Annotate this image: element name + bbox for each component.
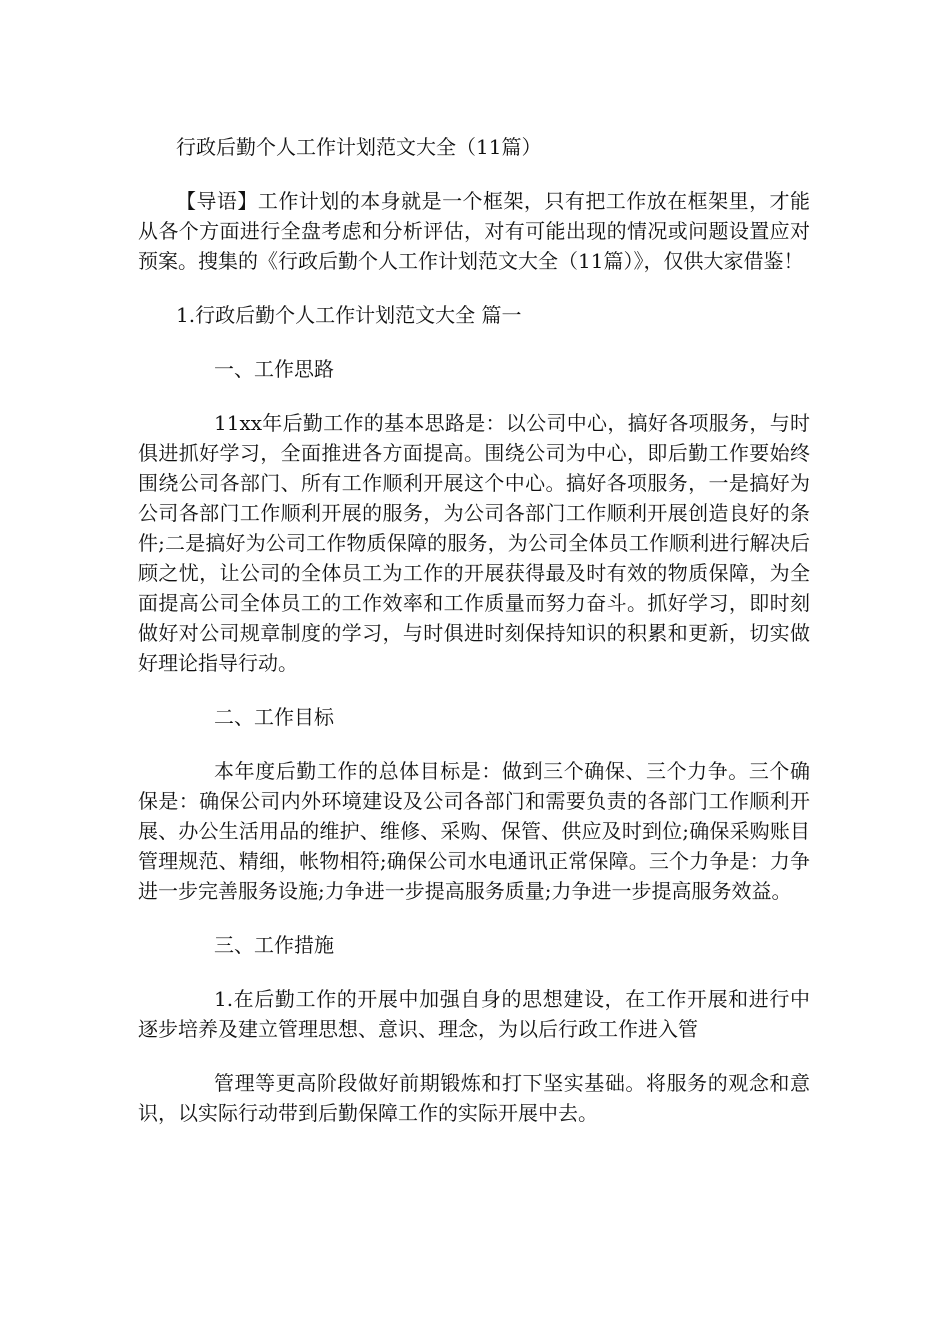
work-goals-paragraph: 本年度后勤工作的总体目标是：做到三个确保、三个力争。三个确保是：确保公司内外环境建设及公司各部门和需要负责的各部门工作顺利开展、办公生活用品的维护、维修、采购、保管、供应及时到位;确保采购账目管理规范、精细，帐物相符;确保公司水电通讯正常保障。三个力争是：力争进一步完善服务设施;力争进一步提高服务质量;力争进一步提高服务效益。 bbox=[138, 759, 810, 903]
section-title: 1.行政后勤个人工作计划范文大全 篇一 bbox=[176, 303, 522, 327]
work-ideas-paragraph: 11xx年后勤工作的基本思路是：以公司中心，搞好各项服务，与时俱进抓好学习，全面推进各方面提高。围绕公司为中心，即后勤工作要始终围绕公司各部门、所有工作顺利开展这个中心。搞好各项服务，一是搞好为公司各部门工作顺利开展的服务，为公司各部门工作顺利开展创造良好的条件;二是搞好为公司工作物质保障的服务，为公司全体员工作顺利进行解决后顾之忧，让公司的全体员工为工作的开展获得最及时有效的物质保障，为全面提高公司全体员工的工作效率和工作质量而努力奋斗。抓好学习，即时刻做好对公司规章制度的学习，与时俱进时刻保持知识的积累和更新，切实做好理论指导行动。 bbox=[138, 411, 810, 675]
intro-paragraph: 【导语】工作计划的本身就是一个框架，只有把工作放在框架里，才能从各个方面进行全盘考虑和分析评估，对有可能出现的情况或问题设置应对预案。搜集的《行政后勤个人工作计划范文大全（11篇）》，仅供大家借鉴！ bbox=[138, 189, 810, 273]
work-measures-paragraph-1: 1.在后勤工作的开展中加强自身的思想建设，在工作开展和进行中逐步培养及建立管理思想、意识、理念，为以后行政工作进入管 bbox=[138, 987, 810, 1041]
document-title: 行政后勤个人工作计划范文大全（11篇） bbox=[176, 135, 542, 159]
document-content bbox=[138, 132, 810, 1152]
section-heading-work-goals: 二、工作目标 bbox=[214, 705, 334, 729]
section-heading-work-ideas: 一、工作思路 bbox=[214, 357, 334, 381]
section-heading-work-measures: 三、工作措施 bbox=[214, 933, 334, 957]
work-measures-paragraph-2: 管理等更高阶段做好前期锻炼和打下坚实基础。将服务的观念和意识，以实际行动带到后勤保障工作的实际开展中去。 bbox=[138, 1071, 810, 1125]
